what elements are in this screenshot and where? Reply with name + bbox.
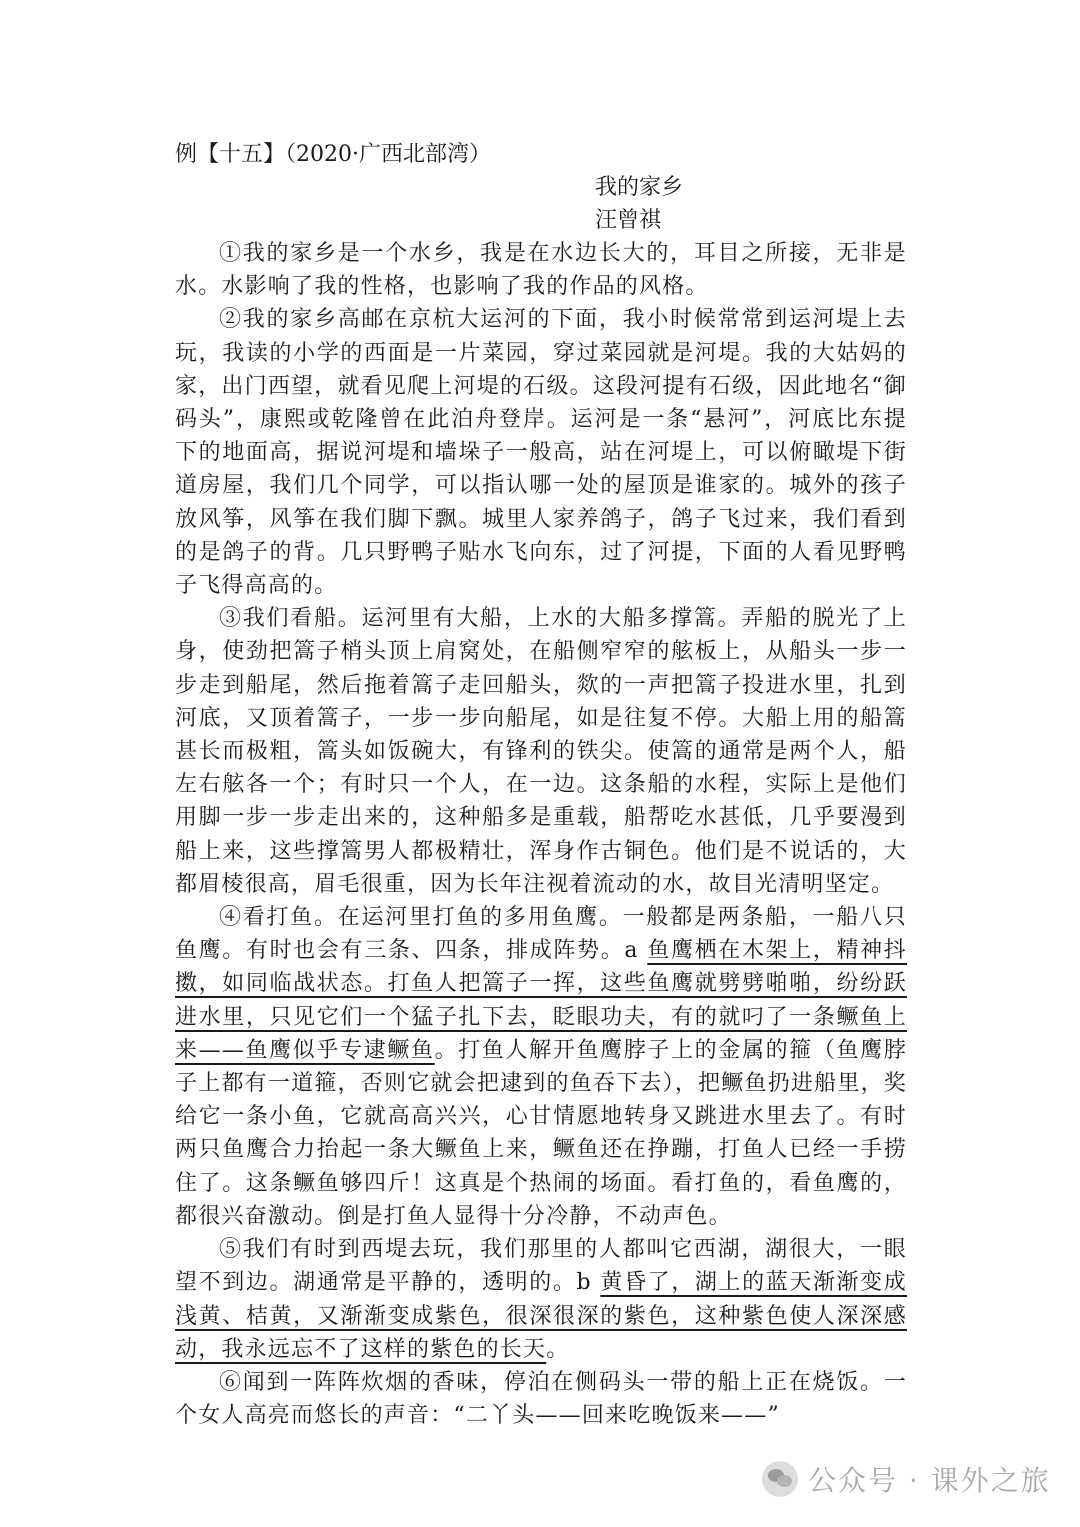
paragraph-5-rest: 。 — [546, 1336, 570, 1362]
paragraph-6: ⑥闻到一阵阵炊烟的香味，停泊在侧码头一带的船上正在烧饭。一个女人高亮而悠长的声音：“二丫头——回来吃晚饭来——” — [175, 1369, 907, 1429]
watermark — [762, 1454, 1051, 1504]
document-page — [175, 138, 907, 1432]
paragraph-3: ③我们看船。运河里有大船，上水的大船多撑篙。弄船的脱光了上身，使劲把篙子梢头顶上肩窝处，在船侧窄窄的舷板上，从船头一步一步走到船尾，然后拖着篙子走回船头，欻的一声把篙子投进水里，扎到河底，又顶着篙子，一步一步向船尾，如是往复不停。大船上用的船篙甚长而极粗，篙头如饭碗大，有锋利的铁尖。使篙的通常是两个人，船左右舷各一个；有时只一个人，在一边。这条船的水程，实际上是他们用脚一步一步走出来的，这种船多是重载，船帮吃水甚低，几乎要漫到船上来，这些撑篙男人都极精壮，浑身作古铜色。他们是不说话的，大都眉棱很高，眉毛很重，因为长年注视着流动的水，故目光清明坚定。 — [175, 606, 907, 897]
paragraph-4-lead: ④看打鱼。在运河里打鱼的多用鱼鹰。一般都是两条船，一船八只鱼鹰。有时也会有三条、四条，排成阵势。a — [175, 905, 907, 964]
article-title: 我的家乡 — [595, 175, 684, 200]
paragraph-4 — [175, 901, 907, 1233]
paragraph-4-rest: 。打鱼人解开鱼鹰脖子上的金属的箍（鱼鹰脖子上都有一道箍，否则它就会把逮到的鱼吞下去），把鳜鱼扔进船里，奖给它一条小鱼，它就高高兴兴，心甘情愿地转身又跳进水里去了。有时两只鱼鹰合力抬起一条大鳜鱼上来，鳜鱼还在挣蹦，打鱼人已经一手捞住了。这条鳜鱼够四斤！这真是个热闹的场面。看打鱼的，看鱼鹰的，都很兴奋激动。倒是打鱼人显得十分冷静，不动声色。 — [175, 1037, 907, 1229]
watermark-text: 公众号 · 课外之旅 — [808, 1464, 1051, 1497]
wechat-icon — [762, 1461, 798, 1497]
paragraph-1: ①我的家乡是一个水乡，我是在水边长大的，耳目之所接，无非是水。水影响了我的性格，也影响了我的作品的风格。 — [175, 241, 907, 300]
example-label: 例【十五】（2020·广西北部湾） — [175, 142, 491, 167]
paragraph-5-lead: ⑤我们有时到西堤去玩，我们那里的人都叫它西湖，湖很大，一眼望不到边。湖通常是平静的，透明的。b — [175, 1237, 907, 1296]
underlined-sentence-b: 黄昏了，湖上的蓝天渐渐变成浅黄、桔黄，又渐渐变成紫色，很深很深的紫色，这种紫色使人深深感动，我永远忘不了这样的紫色的长天 — [175, 1270, 907, 1362]
paragraph-2: ②我的家乡高邮在京杭大运河的下面，我小时候常常到运河堤上去玩，我读的小学的西面是一片菜园，穿过菜园就是河堤。我的大姑妈的家，出门西望，就看见爬上河堤的石级。这段河提有石级，因此地名“御码头”，康熙或乾隆曾在此泊舟登岸。运河是一条“悬河”，河底比东提下的地面高，据说河堤和墙垛子一般高，站在河堤上，可以俯瞰堤下街道房屋，我们几个同学，可以指认哪一处的屋顶是谁家的。城外的孩子放风筝，风筝在我们脚下飘。城里人家养鸽子，鸽子飞过来，我们看到的是鸽子的背。几只野鸭子贴水飞向东，过了河提，下面的人看见野鸭子飞得高高的。 — [175, 307, 907, 599]
article-author: 汪曾祺 — [595, 208, 662, 233]
underlined-sentence-a: 鱼鹰栖在木架上，精神抖擞，如同临战状态。打鱼人把篙子一挥，这些鱼鹰就劈劈啪啪，纷纷跃进水里，只见它们一个猛子扎下去，眨眼功夫，有的就叼了一条鳜鱼上来——鱼鹰似乎专逮鳜鱼 — [175, 938, 908, 1063]
paragraph-5 — [175, 1233, 907, 1366]
